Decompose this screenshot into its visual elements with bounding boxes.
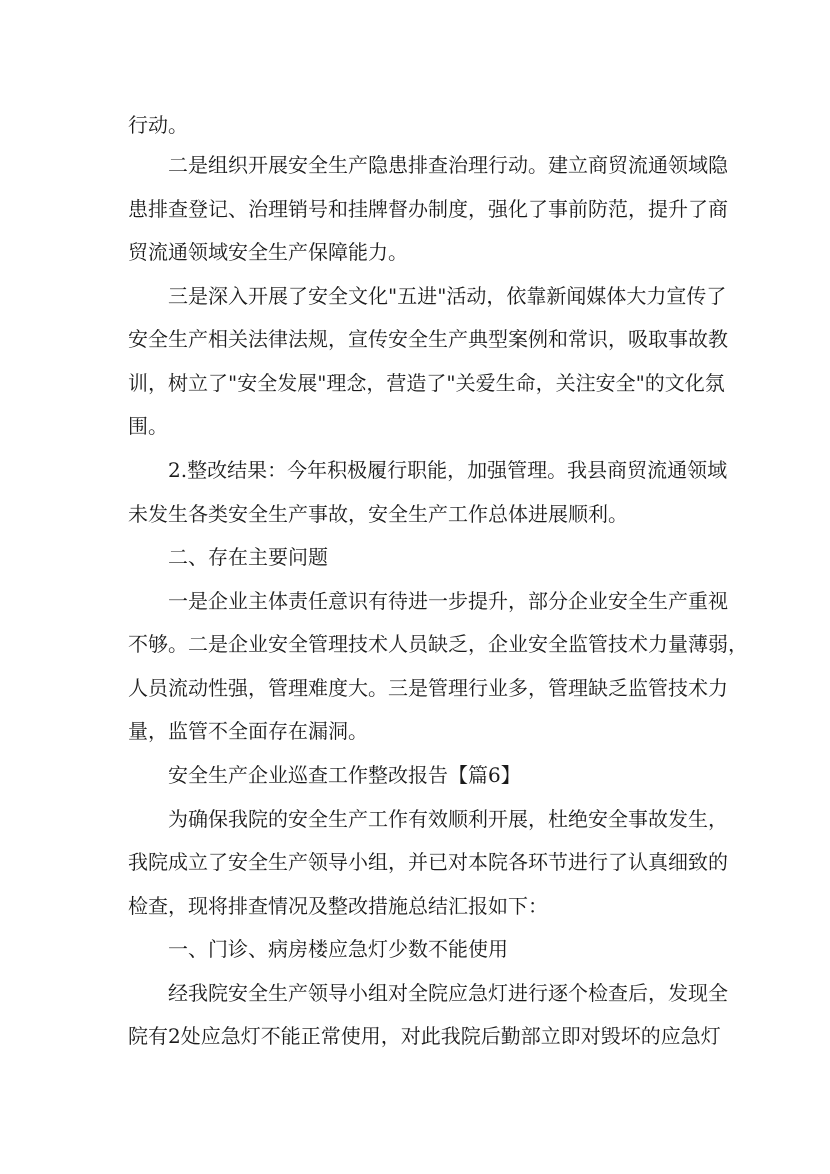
text-line: 人员流动性强，管理难度大。三是管理行业多，管理缺乏监管技术力 <box>128 676 728 700</box>
text-line: 我院成立了安全生产领导小组，并已对本院各环节进行了认真细致的 <box>128 850 728 874</box>
text-line: 量，监管不全面存在漏洞。 <box>128 719 368 743</box>
text-line: 患排查登记、治理销号和挂牌督办制度，强化了事前防范，提升了商 <box>128 197 728 221</box>
section-heading: 一、门诊、病房楼应急灯少数不能使用 <box>168 937 508 961</box>
text-line: 未发生各类安全生产事故，安全生产工作总体进展顺利。 <box>128 502 628 526</box>
text-line: 围。 <box>128 414 168 438</box>
text-line: 行动。 <box>128 113 188 137</box>
text-line: 2.整改结果：今年积极履行职能，加强管理。我县商贸流通领域 <box>168 458 728 482</box>
text-line: 不够。二是企业安全管理技术人员缺乏，企业安全监管技术力量薄弱， <box>128 632 748 656</box>
text-line: 贸流通领域安全生产保障能力。 <box>128 240 408 264</box>
text-line: 一是企业主体责任意识有待进一步提升，部分企业安全生产重视 <box>168 589 728 613</box>
text-line: 训，树立了"安全发展"理念，营造了"关爱生命，关注安全"的文化氛 <box>128 371 725 395</box>
text-line: 经我院安全生产领导小组对全院应急灯进行逐个检查后，发现全 <box>168 981 728 1005</box>
text-line: 三是深入开展了安全文化"五进"活动，依靠新闻媒体大力宣传了 <box>168 284 727 308</box>
text-line: 检查，现将排查情况及整改措施总结汇报如下： <box>128 894 548 918</box>
text-line: 院有2处应急灯不能正常使用，对此我院后勤部立即对毁坏的应急灯 <box>128 1024 721 1048</box>
report-title: 安全生产企业巡查工作整改报告【篇6】 <box>168 763 521 787</box>
text-line: 二是组织开展安全生产隐患排查治理行动。建立商贸流通领域隐 <box>168 153 728 177</box>
section-heading: 二、存在主要问题 <box>168 545 328 569</box>
text-line: 安全生产相关法律法规，宣传安全生产典型案例和常识，吸取事故教 <box>128 327 728 351</box>
text-line: 为确保我院的安全生产工作有效顺利开展，杜绝安全事故发生， <box>168 807 728 831</box>
